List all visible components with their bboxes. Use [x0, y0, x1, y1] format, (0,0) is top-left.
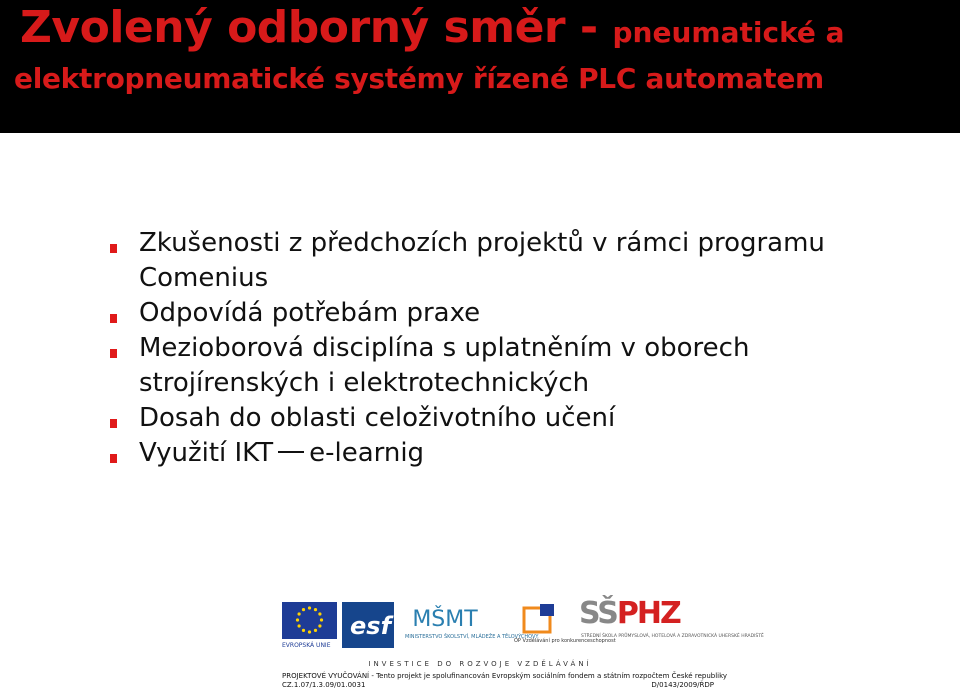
bullet-square-icon [110, 419, 117, 428]
title-tail: pneumatické a [612, 16, 845, 49]
bullet-item: Dosah do oblasti celoživotního učení [110, 401, 910, 436]
eu-flag-icon [282, 602, 337, 639]
title-main: Zvolený odborný směr - [20, 2, 613, 53]
sponsor-logos [282, 596, 764, 658]
bullet-item: Využití IKT e-learnig [110, 436, 910, 471]
bullet-square-icon [110, 314, 117, 323]
bullet-item: Zkušenosti z předchozích projektů v rámci programu Comenius [110, 226, 910, 296]
slide-header [0, 0, 960, 133]
footer-project-code: CZ.1.07/1.3.09/01.0031 [282, 681, 366, 689]
eu-label: EVROPSKÁ UNIE [282, 642, 331, 649]
slide-title [20, 2, 845, 53]
bullet-item: Mezioborová disciplína s uplatněním v oborech strojírenských i elektrotechnických [110, 331, 910, 401]
bullet-list [110, 226, 910, 471]
slide-subtitle: elektropneumatické systémy řízené PLC automatem [14, 62, 824, 95]
footer-project-text: PROJEKTOVÉ VYUČOVÁNÍ - Tento projekt je spolufinancován Evropským sociálním fondem a státním rozpočtem České republiky [282, 672, 728, 680]
school-logo: SŠPHZ STŘEDNÍ ŠKOLA PRŮMYSLOVÁ, HOTELOVÁ A ZDRAVOTNICKÁ UHERSKÉ HRADIŠTĚ [579, 596, 764, 639]
bullet-square-icon [110, 454, 117, 463]
bullet-square-icon [110, 244, 117, 253]
bullet-item: Odpovídá potřebám praxe [110, 296, 910, 331]
esf-logo: esf [342, 602, 394, 648]
svg-text:MŠMT: MŠMT [412, 607, 478, 632]
msmt-logo: MŠMT MINISTERSTVO ŠKOLSTVÍ, MLÁDEŽE A TĚLOVÝCHOVY [405, 607, 539, 640]
invest-tagline: INVESTICE DO ROZVOJE VZDĚLÁVÁNÍ [368, 660, 592, 668]
footer-reference-code: D/0143/2009/ŘDP [651, 681, 714, 689]
op-vk-logo: OP Vzdělávání pro konkurenceschopnost [518, 602, 560, 650]
bullet-square-icon [110, 349, 117, 358]
dash-separator [273, 436, 309, 471]
